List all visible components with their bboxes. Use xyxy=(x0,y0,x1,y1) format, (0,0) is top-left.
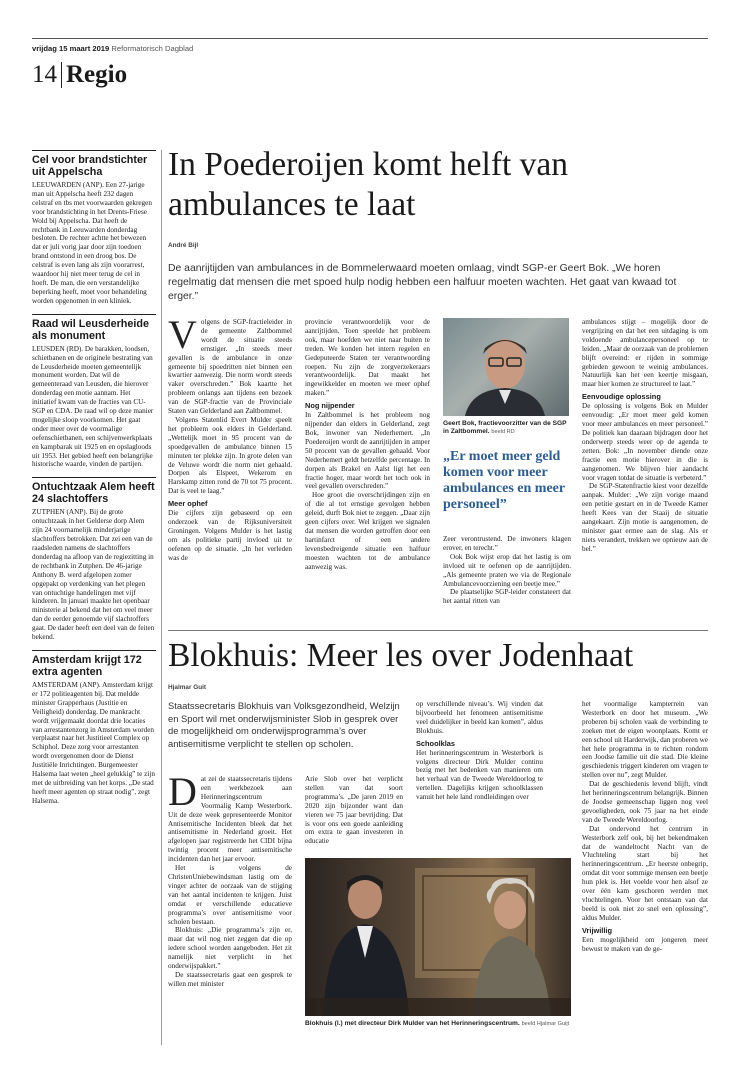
brief-item xyxy=(32,150,156,306)
article2-column-3 xyxy=(416,700,543,802)
article2-photo-credit: beeld Hjalmar Guijt xyxy=(521,1021,570,1027)
article2-photo-caption: Blokhuis (l.) met directeur Dirk Mulder van het Herinneringscentrum. xyxy=(305,1020,520,1027)
section-header xyxy=(32,60,127,90)
brief-body: LEEUWARDEN (ANP). Een 27-jarige man uit Appelscha heeft 232 dagen celstraf en tbs met voorwaarden gekregen voor brandstichting in het Drents-Friese Wold bij Appelscha. Dat heeft de rechtbank in Leeuwarden donderdag besloten. De rechter achtte het bewezen dat er juli vorig jaar door zijn toedoen brand ontstond in een droog bos. De celstraf is even lang als zijn voorarrest, waardoor hij niet meer terug de cel in hoeft. De man, die een verstandelijke beperking heeft, moet voor behandeling worden opgenomen in een kliniek. xyxy=(32,181,152,305)
article1-pull-quote: „Er moet meer geld komen voor meer ambulances en meer personeel” xyxy=(443,449,565,512)
issue-date: vrijdag 15 maart 2019 xyxy=(32,44,110,53)
article2-column-1 xyxy=(168,769,292,989)
article1-subhead: Eenvoudige oplossing xyxy=(582,392,661,402)
brief-body: ZUTPHEN (ANP). Bij de grote ontuchtzaak in het Gelderse dorp Alem zijn 24 voornamelijk minderjarige slachtoffers betrokken. Dat zei een van de raadsleden namens de slachtoffers donderdag na afloop van de regiezitting in de rechtbank in Zutphen. De 46-jarige Anthony B. werd afgelopen zomer opgepakt op verdenking van het plegen van ontuchtige handelingen met vijf kinderen. In januari maakte het openbaar ministerie al bekend dat het om veel meer dan de eerder genoemde vijf slachtoffers gaat. De dader heeft een deel van de feiten bekend. xyxy=(32,508,155,642)
page-number: 14 xyxy=(32,61,57,88)
article1-paragraph: provincie verantwoordelijk voor de aanrijtijden. Toen speelde het probleem ook, maar hoefden we niet naar buiten te treden. We konden het intern regelen en Gedeputeerde Staten ter verantwoording roepen. Nu zijn de zorgverzekeraars verantwoordelijk. Dat maakt het ingewikkelder en moeten we meer ophef maken.” xyxy=(305,318,430,398)
article1-dropcap: V xyxy=(168,312,197,357)
brief-body: LEUSDEN (RD). De barakken, loodsen, schietbanen en de originele bestrating van de Leusderheide moeten gemeentelijk monument worden. Dat wil de gemeenteraad van Leusden, die hierover donderdag een motie aannam. Het initiatief kwam van de fracties van CU-SGP en CDA. De raad wil op deze manier mogelijke sloop voorkomen. Het gaat onder meer over de voormalige oefenschietbanen, een schijvenwerkplaats en kampbarak uit 1925 en en opslagloods uit 1953. Het gebied heeft een belangrijke historische waarde, vinden de partijen. xyxy=(32,344,154,469)
article2-paragraph: Blokhuis: „Die programma’s zijn er, maar dat wil nog niet zeggen dat die op iedere school worden aangeboden. Het zit namelijk niet verplicht in het onderwijspakket.” xyxy=(168,926,292,971)
issue-date-line xyxy=(32,44,193,53)
article2-byline: Hjalmar Guit xyxy=(168,684,206,691)
article1-paragraph: De plaatselijke SGP-leider constateert dat het aantal ritten van xyxy=(443,588,571,606)
brief-title: Raad wil Leusderheide als monument xyxy=(32,317,149,342)
brief-title: Amsterdam krijgt 172 extra agenten xyxy=(32,653,142,678)
article2-paragraph: Arie Slob over het verplicht stellen van dat soort programma’s. „De jaren 2019 en 2020 zijn bijzonder want dan vieren we 75 jaar bevrijding. Dat is voor ons een goede aanleiding om extra te gaan investeren in educatie xyxy=(305,775,403,846)
article1-paragraph: olgens de SGP-fractieleider in de gemeente Zaltbommel wordt de situatie steeds ernstiger. „In steeds meer gevallen is de ambulance in onze gemeente bij spoedritten niet binnen een kwartier aanwezig. Die norm wordt steeds vaker overschreden.” Bok kaartte het probleem onlangs aan tijdens een bezoek van de SGP-fractie van de Provinciale Staten van Gelderland aan Zaltbommel. xyxy=(168,318,292,416)
article1-paragraph: In Zaltbommel is het probleem nog nijpender dan elders in Gelderland, zegt Bok, inwoner van Nederhemert. „In Poederoijen wordt de aanrijtijden in amper 50 procent van de gevallen gehaald. Voor Nederhemert geldt hetzelfde percentage. In dorpen als Brakel en Aalst ligt het een fractie hoger, maar wordt het toch ook in veel gevallen overschreden.” xyxy=(305,411,430,491)
paper-name: Reformatorisch Dagblad xyxy=(111,44,194,53)
article1-subhead: Nog nijpender xyxy=(305,401,355,411)
article2-subhead: Schoolklas xyxy=(416,738,456,748)
briefs-column xyxy=(32,150,156,806)
article2-paragraph: Het is volgens de ChristenUniebewindsman lastig om de vinger achter de oorzaak van de stijging van het aantal incidenten te krijgen. Juist omdat er verschillende educatieve programma’s over antisemitisme voor scholen bestaan. xyxy=(168,864,292,926)
brief-item xyxy=(32,314,156,470)
article2-headline: Blokhuis: Meer les over Jodenhaat xyxy=(168,637,634,674)
section-title: Regio xyxy=(66,61,128,88)
header-divider xyxy=(61,62,62,88)
article1-intro: De aanrijtijden van ambulances in de Bommelerwaard moeten omlaag, vindt SGP-er Geert Bok. „We horen regelmatig dat mensen die met spoed hulp nodig hebben een halfuur moeten wachten. Het gaat van kwaad tot erger.” xyxy=(168,263,677,302)
article1-subhead: Meer ophef xyxy=(168,499,208,509)
top-rule xyxy=(32,38,708,39)
meeting-illustration xyxy=(305,858,571,1016)
article1-paragraph: Die cijfers zijn gebaseerd op een onderzoek van de Rijksuniversiteit Groningen. Volgens Mulder is het lastig om als politieke partij invloed uit te oefenen op de situatie. „In het verleden was de xyxy=(168,509,292,562)
article2-subhead: Vrijwillig xyxy=(582,925,612,935)
article1-paragraph: De SGP-Statenfractie kiest voor dezelfde aanpak. Mulder: „We zijn vorige maand een petitie gestart en in de Tweede Kamer heeft Kees van der Staaij de situatie aangekaart. Zijn motie is aangenomen, de minister gaat ermee aan de slag. Als er niets verandert, trekken we opnieuw aan de bel.” xyxy=(582,482,708,553)
article1-paragraph: De oplossing is volgens Bok en Mulder eenvoudig: „Er moet meer geld komen voor meer ambulances en meer personeel.” De politiek kan daaraan bijdragen door het onderwerp steeds weer op de agenda te zetten. Bok: „In november diende onze fractie een motie hierover in die is aangenomen. We blijven hier aandacht voor vragen totdat de situatie is verbeterd.” xyxy=(582,402,708,482)
article2-photo xyxy=(305,858,571,1016)
article1-column-4 xyxy=(582,318,708,554)
article2-paragraph: at zei de staatssecretaris tijdens een werkbezoek aan Herinneringscentrum Voormalig Kamp Westerbork. Uit de deze week gepresenteerde Monitor Antisemitische Incidenten bleek dat het antisemitisme in Nederland groeit. Het afgelopen jaar registreerde het CIDI bijna twintig procent meer antisemitische incidenten dan het jaar ervoor. xyxy=(168,775,292,864)
article2-paragraph: het voormalige kampterrein van Westerbork en door het museum. „We proberen bij scholen vaak de verbinding te zoeken met de eigen woonplaats. Komt er een school uit Harderwijk, dan proberen we het hele programma in te richten rondom een Joodse familie uit die stad. Die kleine geschiedenis triggert kinderen om vragen te stellen over nu”, zegt Mulder. xyxy=(582,700,708,780)
article1-paragraph: Hoe groot die overschrijdingen zijn en of die al tot ernstige gevolgen hebben geleid, durft Bok niet te zeggen. „Daar zijn geen cijfers over. Wel krijgen we signalen dat mensen die worden getroffen door een hartinfarct of een andere levensbedreigende situatie een halfuur moesten wachten tot de ambulance aanwezig was. xyxy=(305,491,430,571)
article1-column-1 xyxy=(168,312,292,563)
article1-photo-credit: beeld RD xyxy=(491,429,515,435)
article2-paragraph: De staatssecretaris gaat een gesprek te willen met minister xyxy=(168,970,292,988)
brief-body: AMSTERDAM (ANP). Amsterdam krijgt er 172 politieagenten bij. Dat meldde minister Grapperhaus (Justitie en Veiligheid) donderdag. De mankracht wordt vrijgemaakt doordat drie locaties van arrestantenzorg in Amsterdam worden verplaatst naar het Justitieel Complex op Schiphol. Deze zorg voor arrestanten wordt overgenomen door de Dienst Justitiële Inrichtingen. Burgemeester Halsema laat weten „heel gelukkig” te zijn met de uitbreiding van het korps. „De stad heeft meer agenten op straat nodig”, zegt Halsema. xyxy=(32,680,155,805)
article1-column-2 xyxy=(305,318,430,571)
article1-photo xyxy=(443,318,569,416)
article1-paragraph: Zeer verontrustend. De inwoners klagen erover, en terecht.” xyxy=(443,535,571,552)
article2-photo-caption-block xyxy=(305,1020,571,1028)
article2-paragraph: op verschillende niveau’s. Wij vinden dat bijvoorbeeld het fenomeen antisemitisme veel duidelijker in beeld kan komen”, aldus Blokhuis. xyxy=(416,700,543,735)
article1-headline: In Poederoijen komt helft van ambulances te laat xyxy=(168,146,569,223)
brief-item xyxy=(32,650,156,806)
portrait-illustration xyxy=(443,318,569,416)
article1-column-3 xyxy=(443,535,571,606)
column-divider xyxy=(161,150,162,1045)
article1-byline: André Bijl xyxy=(168,242,199,249)
article2-paragraph: Een mogelijkheid om jongeren meer bewust te maken van de ge- xyxy=(582,935,708,953)
brief-title: Cel voor brandstichter uit Appelscha xyxy=(32,154,148,178)
article2-paragraph: Het herinneringscentrum in Westerbork is volgens directeur Dirk Mulder continu bezig met het bedenken van manieren om het verhaal van de Tweede Wereldoorlog te vertellen. Dagelijks krijgen schoolklassen vanuit het hele land rondleidingen over xyxy=(416,748,543,802)
article1-photo-caption-block xyxy=(443,420,569,436)
article1-paragraph: Volgens Statenlid Evert Mulder speelt het probleem ook elders in Gelderland. „Wettelijk moet in 95 procent van de spoedgevallen de ambulance binnen 15 minuten ter plekke zijn. In grote delen van de Veluwe wordt die norm niet gehaald. Dorpen als Elspeet, Wekerom en Harskamp zitten rond de 70 tot 75 procent. Dat is veel te laag.” xyxy=(168,415,292,496)
article2-dropcap: D xyxy=(168,769,197,814)
article2-intro: Staatssecretaris Blokhuis van Volksgezondheid, Welzijn en Sport wil met onderwijsminister Slob in gesprek over de mogelijkheid om onderwijsprogramma’s over antisemitisme verplicht te stellen op scholen. xyxy=(168,700,400,749)
article2-paragraph: Dat de geschiedenis levend blijft, vindt het herinneringscentrum belangrijk. Binnen de Joodse gemeenschap liggen nog veel gevoeligheden, ook 75 jaar na het einde van de Tweede Wereldoorlog. xyxy=(582,780,708,824)
brief-item xyxy=(32,477,156,642)
article1-paragraph: ambulances stijgt – mogelijk door de vergrijzing en dat het een uitdaging is om voldoende ambulancepersoneel op te leiden. „Maar de oorzaak van de problemen blijft overeind: er rijden in sommige gebieden gewoon te weinig ambulances. Natuurlijk kan het een keertje misgaan, maar hier komen ze structureel te laat.” xyxy=(582,318,708,389)
article1-photo-caption: Geert Bok, fractievoorzitter van de SGP in Zaltbommel. xyxy=(443,420,567,435)
brief-title: Ontuchtzaak Alem heeft 24 slachtoffers xyxy=(32,481,155,506)
article-separator xyxy=(168,630,708,631)
article2-column-4 xyxy=(582,700,708,953)
article1-paragraph: Ook Bok wijst erop dat het lastig is om invloed uit te oefenen op de aanrijtijden. „Als gemeente praten we via de Regionale Ambulancevoorziening een beetje mee.” xyxy=(443,552,571,588)
article2-paragraph: Dat ondervond het centrum in Westerbork zelf ook, bij het bekendmaken dat de wandeltocht Nacht van de Vluchteling start bij het herinneringscentrum. „Er heerste onbegrip, omdat dit voor sommige mensen een beetje hun plek is. Het voelde voor hen alsof ze over één kam geschoren werden met vluchtelingen. Voor het ontstaan van dat beeld is ook niet zo snel een oplossing”, aldus Mulder. xyxy=(582,824,708,922)
article2-column-2 xyxy=(305,775,403,846)
